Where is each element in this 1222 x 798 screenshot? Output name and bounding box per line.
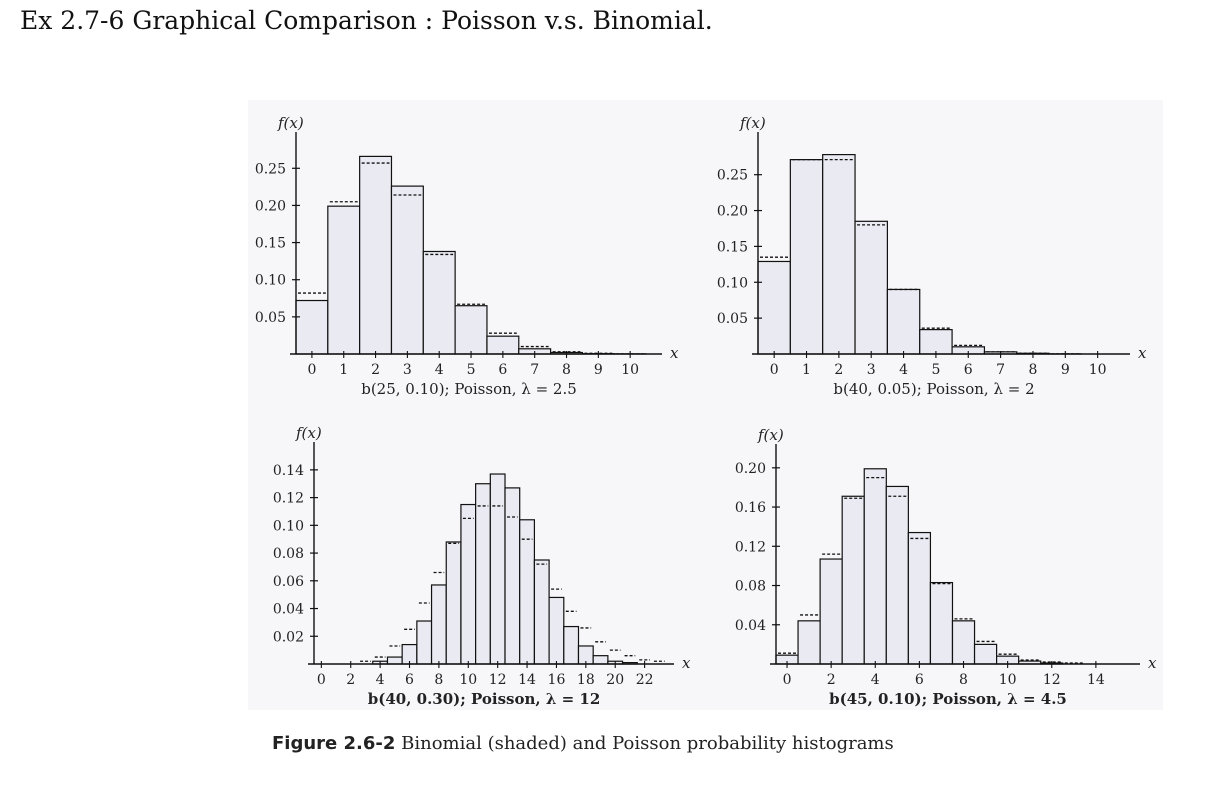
x-tick-label: 18 bbox=[576, 672, 595, 688]
x-tick-label: 0 bbox=[769, 362, 779, 378]
x-axis-label: x bbox=[670, 344, 679, 362]
binomial-bar bbox=[360, 156, 392, 354]
y-tick-label: 0.08 bbox=[272, 546, 304, 563]
x-tick-label: 4 bbox=[899, 362, 909, 378]
binomial-bar bbox=[423, 251, 455, 354]
binomial-bar bbox=[798, 621, 820, 664]
y-tick-label: 0.25 bbox=[254, 161, 286, 178]
y-tick-label: 0.06 bbox=[272, 573, 304, 590]
binomial-bar bbox=[461, 505, 476, 664]
x-tick-label: 0 bbox=[316, 672, 326, 688]
binomial-bar bbox=[417, 621, 432, 664]
x-tick-label: 7 bbox=[530, 362, 540, 378]
x-tick-label: 6 bbox=[963, 362, 973, 378]
y-tick-label: 0.20 bbox=[716, 203, 748, 220]
binomial-bar bbox=[930, 583, 952, 664]
x-tick-label: 10 bbox=[1088, 362, 1107, 378]
chart-subtitle: b(25, 0.10); Poisson, λ = 2.5 bbox=[361, 380, 577, 398]
x-tick-label: 10 bbox=[459, 672, 478, 688]
x-tick-label: 8 bbox=[959, 672, 968, 688]
caption-text: Binomial (shaded) and Poisson probability histograms bbox=[395, 733, 894, 754]
y-tick-label: 0.20 bbox=[254, 198, 286, 215]
x-tick-label: 1 bbox=[802, 362, 811, 378]
binomial-bar bbox=[534, 560, 549, 664]
x-tick-label: 2 bbox=[826, 672, 836, 688]
binomial-bar bbox=[758, 261, 790, 354]
x-tick-label: 16 bbox=[547, 672, 566, 688]
binomial-bar bbox=[476, 484, 491, 664]
x-tick-label: 9 bbox=[593, 362, 603, 378]
x-tick-label: 10 bbox=[998, 672, 1017, 688]
chart-top-right bbox=[700, 104, 1160, 404]
binomial-bar bbox=[296, 301, 328, 354]
y-tick-label: 0.05 bbox=[254, 309, 286, 326]
x-tick-label: 12 bbox=[1042, 672, 1061, 688]
binomial-bar bbox=[864, 469, 886, 664]
x-tick-label: 6 bbox=[498, 362, 508, 378]
x-tick-label: 3 bbox=[402, 362, 412, 378]
x-tick-label: 2 bbox=[371, 362, 381, 378]
y-tick-label: 0.15 bbox=[254, 235, 286, 252]
y-tick-label: 0.10 bbox=[272, 518, 304, 535]
binomial-bar bbox=[823, 155, 855, 354]
x-tick-label: 12 bbox=[488, 672, 507, 688]
x-tick-label: 0 bbox=[782, 672, 792, 688]
x-tick-label: 4 bbox=[870, 672, 880, 688]
y-axis-label: f(x) bbox=[278, 114, 304, 132]
page-title: Ex 2.7-6 Graphical Comparison : Poisson v.s. Binomial. bbox=[20, 6, 713, 35]
y-axis-label: f(x) bbox=[758, 426, 784, 444]
x-tick-label: 6 bbox=[914, 672, 924, 688]
binomial-bar bbox=[952, 621, 974, 664]
binomial-bar bbox=[790, 160, 822, 354]
binomial-bar bbox=[886, 486, 908, 664]
y-tick-label: 0.20 bbox=[734, 460, 766, 477]
y-tick-label: 0.15 bbox=[716, 239, 748, 256]
chart-top-left bbox=[248, 104, 688, 404]
y-tick-label: 0.14 bbox=[272, 462, 304, 479]
binomial-bar bbox=[520, 520, 535, 664]
x-tick-label: 3 bbox=[866, 362, 876, 378]
binomial-bar bbox=[975, 644, 997, 664]
x-tick-label: 9 bbox=[1060, 362, 1070, 378]
y-tick-label: 0.08 bbox=[734, 578, 766, 595]
x-tick-label: 7 bbox=[996, 362, 1006, 378]
binomial-bar bbox=[505, 488, 520, 664]
binomial-bar bbox=[593, 656, 608, 664]
caption-label: Figure 2.6-2 bbox=[272, 733, 396, 754]
chart-subtitle: b(40, 0.05); Poisson, λ = 2 bbox=[833, 380, 1035, 398]
figure-caption bbox=[272, 733, 894, 754]
x-tick-label: 14 bbox=[518, 672, 536, 688]
x-tick-label: 2 bbox=[834, 362, 844, 378]
chart-subtitle: b(45, 0.10); Poisson, λ = 4.5 bbox=[829, 690, 1067, 708]
y-tick-label: 0.02 bbox=[272, 629, 304, 646]
chart-bottom-right bbox=[700, 416, 1160, 716]
x-tick-label: 0 bbox=[307, 362, 317, 378]
binomial-bar bbox=[387, 657, 402, 664]
x-tick-label: 5 bbox=[931, 362, 941, 378]
chart-subtitle: b(40, 0.30); Poisson, λ = 12 bbox=[367, 690, 601, 708]
y-tick-label: 0.10 bbox=[254, 272, 286, 289]
y-tick-label: 0.16 bbox=[734, 500, 766, 517]
x-tick-label: 2 bbox=[346, 672, 356, 688]
x-tick-label: 20 bbox=[606, 672, 625, 688]
binomial-bar bbox=[328, 206, 360, 354]
binomial-bar bbox=[564, 627, 579, 664]
binomial-bar bbox=[842, 496, 864, 664]
binomial-bar bbox=[908, 533, 930, 664]
binomial-bar bbox=[432, 585, 447, 664]
binomial-bar bbox=[446, 542, 461, 664]
y-tick-label: 0.12 bbox=[734, 539, 766, 556]
x-tick-label: 8 bbox=[1028, 362, 1038, 378]
binomial-bar bbox=[887, 289, 919, 354]
x-tick-label: 10 bbox=[621, 362, 640, 378]
binomial-bar bbox=[820, 559, 842, 664]
binomial-bar bbox=[490, 474, 505, 664]
binomial-bar bbox=[920, 330, 952, 354]
y-tick-label: 0.05 bbox=[716, 311, 748, 328]
y-tick-label: 0.25 bbox=[716, 167, 748, 184]
binomial-bar bbox=[391, 186, 423, 354]
x-tick-label: 8 bbox=[434, 672, 444, 688]
y-axis-label: f(x) bbox=[740, 114, 766, 132]
y-axis-label: f(x) bbox=[296, 424, 322, 442]
y-tick-label: 0.10 bbox=[716, 275, 748, 292]
x-axis-label: x bbox=[1148, 654, 1157, 672]
y-tick-label: 0.04 bbox=[734, 617, 766, 634]
binomial-bar bbox=[549, 597, 564, 664]
x-tick-label: 14 bbox=[1086, 672, 1105, 688]
chart-bottom-left bbox=[248, 416, 703, 716]
y-tick-label: 0.04 bbox=[272, 601, 304, 618]
x-tick-label: 4 bbox=[434, 362, 444, 378]
x-tick-label: 8 bbox=[562, 362, 571, 378]
x-axis-label: x bbox=[682, 654, 691, 672]
x-tick-label: 4 bbox=[375, 672, 385, 688]
x-tick-label: 6 bbox=[405, 672, 414, 688]
binomial-bar bbox=[455, 306, 487, 354]
x-tick-label: 1 bbox=[339, 362, 349, 378]
y-tick-label: 0.12 bbox=[272, 490, 304, 507]
x-tick-label: 22 bbox=[635, 672, 654, 688]
x-axis-label: x bbox=[1138, 344, 1147, 362]
binomial-bar bbox=[855, 221, 887, 354]
x-tick-label: 5 bbox=[466, 362, 476, 378]
